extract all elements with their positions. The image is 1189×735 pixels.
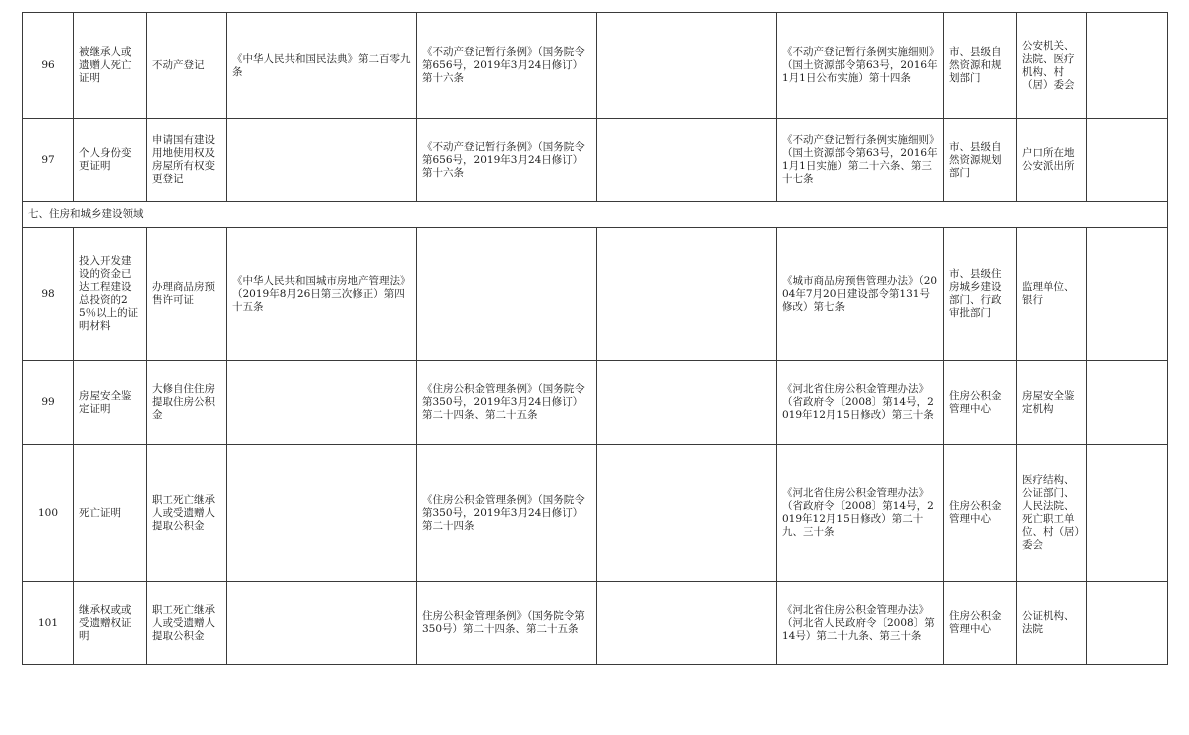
- service-matter: 不动产登记: [147, 13, 227, 119]
- row-number: 101: [23, 582, 74, 665]
- service-matter: 职工死亡继承人或受遗赠人提取公积金: [147, 582, 227, 665]
- legal-basis-local-regulation: [597, 228, 777, 361]
- table-row: [23, 582, 1168, 665]
- remark-cell: [1087, 228, 1168, 361]
- legal-basis-law: 《中华人民共和国民法典》第二百零九条: [227, 13, 417, 119]
- row-number: 96: [23, 13, 74, 119]
- legal-basis-local-regulation: [597, 582, 777, 665]
- table-row: [23, 228, 1168, 361]
- certificate-name: 投入开发建设的资金已达工程建设总投资的25％以上的证明材料: [74, 228, 147, 361]
- legal-basis-law: [227, 582, 417, 665]
- handling-department: 市、县级住房城乡建设部门、行政审批部门: [944, 228, 1017, 361]
- issuing-body: 医疗结构、公证部门、人民法院、死亡职工单位、村（居）委会: [1017, 445, 1087, 582]
- handling-department: 市、县级自然资源规划部门: [944, 119, 1017, 202]
- handling-department: 住房公积金管理中心: [944, 361, 1017, 445]
- service-matter: 大修自住住房提取住房公积金: [147, 361, 227, 445]
- certificate-name: 个人身份变更证明: [74, 119, 147, 202]
- legal-basis-local-regulation: [597, 119, 777, 202]
- table-row: [23, 445, 1168, 582]
- issuing-body: 监理单位、银行: [1017, 228, 1087, 361]
- service-matter: 职工死亡继承人或受遗赠人提取公积金: [147, 445, 227, 582]
- legal-basis-rules: 《不动产登记暂行条例实施细则》（国土资源部令第63号，2016年1月1日公布实施）第十四条: [777, 13, 944, 119]
- issuing-body: 公安机关、法院、医疗机构、村（居）委会: [1017, 13, 1087, 119]
- legal-basis-admin-regulation: 《住房公积金管理条例》（国务院令第350号，2019年3月24日修订）第二十四条、第二十五条: [417, 361, 597, 445]
- table-row: [23, 361, 1168, 445]
- legal-basis-local-regulation: [597, 361, 777, 445]
- legal-basis-rules: 《城市商品房预售管理办法》（2004年7月20日建设部令第131号修改）第七条: [777, 228, 944, 361]
- row-number: 100: [23, 445, 74, 582]
- legal-basis-admin-regulation: [417, 228, 597, 361]
- certificate-name: 继承权或或受遗赠权证明: [74, 582, 147, 665]
- legal-basis-rules: 《不动产登记暂行条例实施细则》（国土资源部令第63号，2016年1月1日实施）第二十六条、第三十七条: [777, 119, 944, 202]
- certificate-name: 被继承人或遗赠人死亡证明: [74, 13, 147, 119]
- legal-basis-law: [227, 361, 417, 445]
- issuing-body: 公证机构、法院: [1017, 582, 1087, 665]
- section-title: 七、住房和城乡建设领域: [23, 202, 1168, 228]
- legal-basis-rules: 《河北省住房公积金管理办法》（河北省人民政府令〔2008〕第14号）第二十九条、第三十条: [777, 582, 944, 665]
- legal-basis-admin-regulation: 《不动产登记暂行条例》（国务院令第656号，2019年3月24日修订）第十六条: [417, 119, 597, 202]
- legal-basis-admin-regulation: 《不动产登记暂行条例》（国务院令第656号，2019年3月24日修订）第十六条: [417, 13, 597, 119]
- legal-basis-law: [227, 119, 417, 202]
- issuing-body: 户口所在地公安派出所: [1017, 119, 1087, 202]
- remark-cell: [1087, 13, 1168, 119]
- handling-department: 住房公积金管理中心: [944, 445, 1017, 582]
- remark-cell: [1087, 445, 1168, 582]
- issuing-body: 房屋安全鉴定机构: [1017, 361, 1087, 445]
- legal-basis-local-regulation: [597, 13, 777, 119]
- legal-basis-law: 《中华人民共和国城市房地产管理法》（2019年8月26日第三次修正）第四十五条: [227, 228, 417, 361]
- row-number: 99: [23, 361, 74, 445]
- legal-basis-law: [227, 445, 417, 582]
- service-matter: 申请国有建设用地使用权及房屋所有权变更登记: [147, 119, 227, 202]
- table-body: [23, 13, 1168, 665]
- service-matter: 办理商品房预售许可证: [147, 228, 227, 361]
- legal-basis-rules: 《河北省住房公积金管理办法》（省政府令〔2008〕第14号，2019年12月15日修改）第三十条: [777, 361, 944, 445]
- legal-basis-rules: 《河北省住房公积金管理办法》（省政府令〔2008〕第14号，2019年12月15日修改）第二十九、三十条: [777, 445, 944, 582]
- remark-cell: [1087, 582, 1168, 665]
- certification-table: [22, 12, 1168, 665]
- certificate-name: 房屋安全鉴定证明: [74, 361, 147, 445]
- legal-basis-admin-regulation: 住房公积金管理条例》（国务院令第350号）第二十四条、第二十五条: [417, 582, 597, 665]
- row-number: 97: [23, 119, 74, 202]
- handling-department: 住房公积金管理中心: [944, 582, 1017, 665]
- remark-cell: [1087, 361, 1168, 445]
- legal-basis-local-regulation: [597, 445, 777, 582]
- table-row: [23, 119, 1168, 202]
- remark-cell: [1087, 119, 1168, 202]
- table-row: [23, 13, 1168, 119]
- handling-department: 市、县级自然资源和规划部门: [944, 13, 1017, 119]
- legal-basis-admin-regulation: 《住房公积金管理条例》（国务院令第350号，2019年3月24日修订）第二十四条: [417, 445, 597, 582]
- certificate-name: 死亡证明: [74, 445, 147, 582]
- row-number: 98: [23, 228, 74, 361]
- section-header-row: [23, 202, 1168, 228]
